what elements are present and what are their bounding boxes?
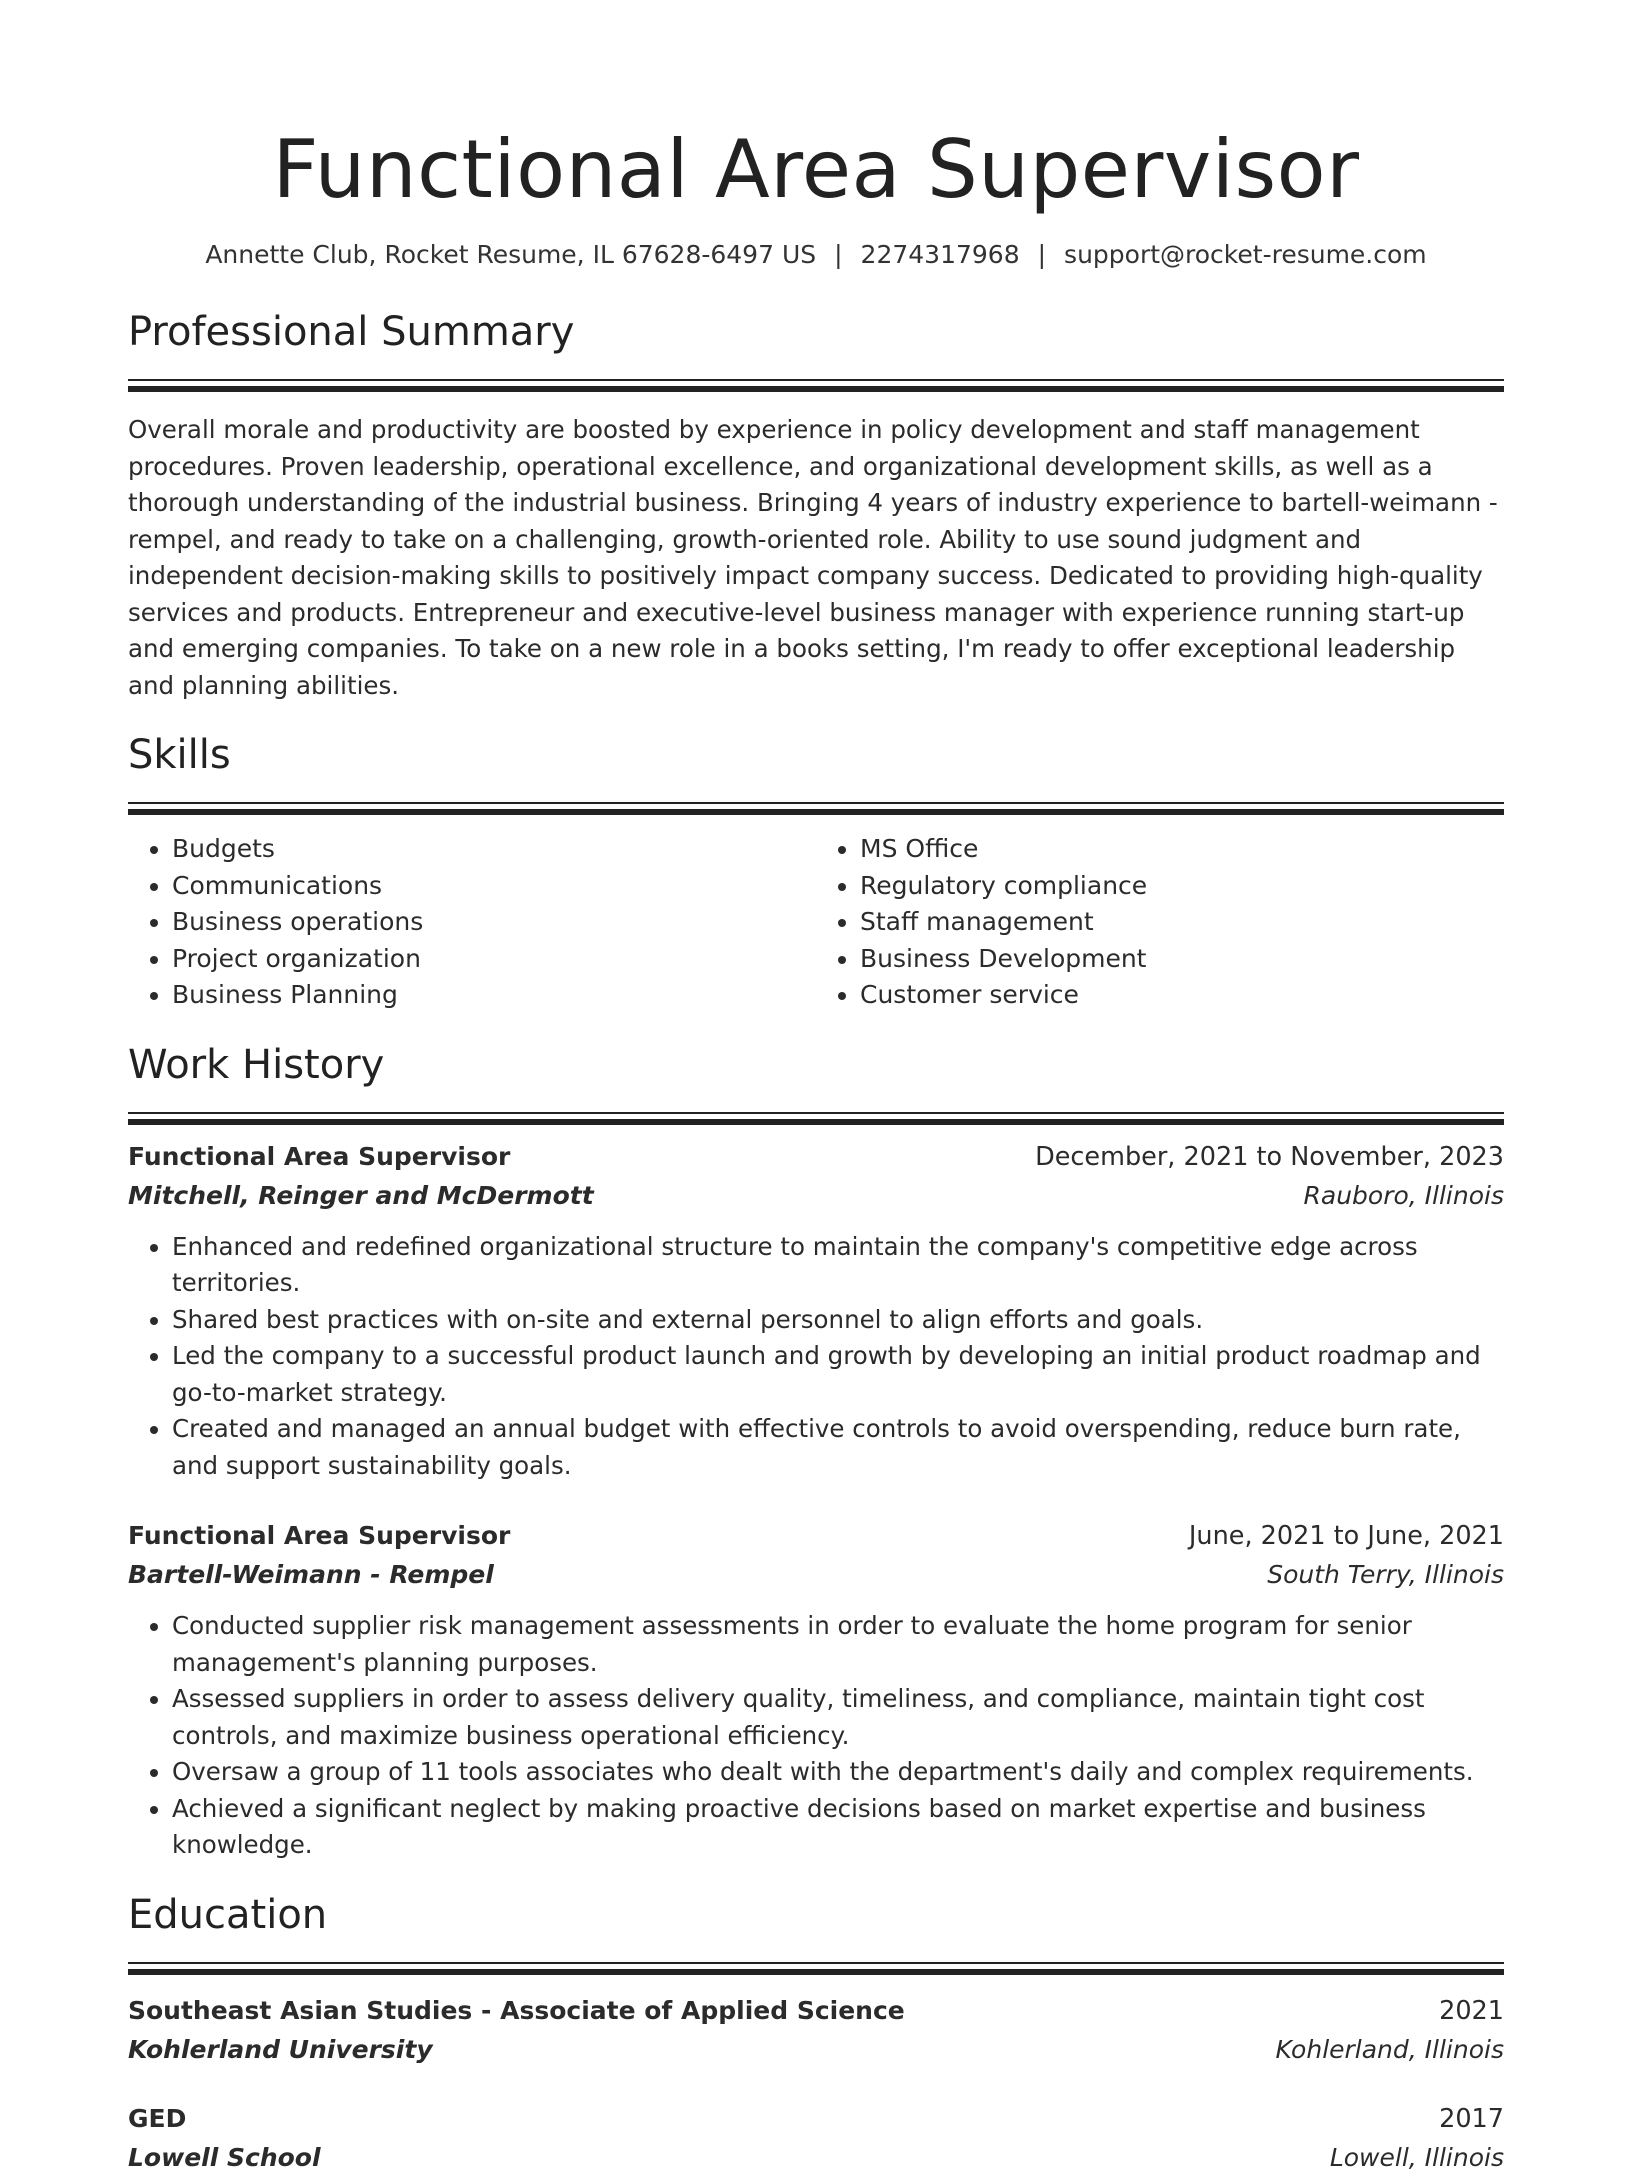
job-location: South Terry, Illinois [1267,1560,1504,1589]
job-dates: December, 2021 to November, 2023 [1035,1141,1504,1172]
skill-item: • Regulatory compliance [860,868,1504,905]
section-divider [128,1112,1504,1125]
job-bullet: • Assessed suppliers in order to assess delivery quality, timeliness, and compliance, maintain tight cost controls, and maximize business operational efficiency. [172,1681,1504,1754]
education-entry [128,1991,1504,2069]
job-bullet: • Led the company to a successful product launch and growth by developing an initial product roadmap and go-to-market strategy. [172,1338,1504,1411]
education-heading: Education [128,1891,328,1938]
job-entry [128,1137,1504,1485]
job-bullet: • Shared best practices with on-site and external personnel to align efforts and goals. [172,1302,1504,1339]
section-divider [128,802,1504,815]
job-company: Mitchell, Reinger and McDermott [128,1180,594,1210]
education-location: Kohlerland, Illinois [1275,2034,1504,2064]
section-divider [128,1962,1504,1975]
job-header [128,1137,1504,1177]
education-degree: GED [128,2103,187,2133]
education-year: 2021 [1439,1995,1504,2026]
job-bullet: • Created and managed an annual budget with effective controls to avoid overspending, reduce burn rate, and support sustainability goals. [172,1411,1504,1484]
education-degree: Southeast Asian Studies - Associate of Applied Science [128,1995,905,2025]
summary-heading: Professional Summary [128,309,575,355]
job-dates: June, 2021 to June, 2021 [1188,1521,1504,1551]
contact-email: support@rocket-resume.com [1064,240,1427,269]
skills-column-left [128,831,816,1014]
job-bullet: • Achieved a significant neglect by making proactive decisions based on market expertise and business knowledge. [172,1791,1504,1864]
education-section [128,1890,1504,2177]
section-divider [128,379,1504,392]
contact-phone: 2274317968 [860,240,1020,269]
job-bullets [128,1229,1504,1485]
work-history-section [128,1040,1504,1864]
skill-item: • MS Office [860,831,1504,868]
skill-item: • Business Development [860,941,1504,978]
skill-item: • Budgets [172,831,816,868]
skill-item: • Communications [172,868,816,905]
skill-item: • Project organization [172,941,816,978]
job-bullet: • Oversaw a group of 11 tools associates who dealt with the department's daily and complex requirements. [172,1754,1504,1791]
summary-section [128,307,1504,704]
contact-address: Annette Club, Rocket Resume, IL 67628-6497 US [205,240,817,269]
skill-item: • Customer service [860,977,1504,1014]
work-history-heading: Work History [128,1041,385,1088]
education-year: 2017 [1439,2103,1504,2134]
job-bullets [128,1608,1504,1864]
job-subheader [128,1556,1504,1594]
skill-item: • Staff management [860,904,1504,941]
job-subheader [128,1177,1504,1215]
education-location: Lowell, Illinois [1329,2142,1504,2172]
job-entry [128,1516,1504,1864]
contact-separator: | [1037,240,1047,269]
job-company: Bartell-Weimann - Rempel [128,1560,494,1589]
education-school: Lowell School [128,2142,321,2172]
job-location: Rauboro, Illinois [1303,1180,1504,1210]
contact-line [128,240,1504,269]
job-bullet: • Enhanced and redefined organizational structure to maintain the company's competitive edge across territories. [172,1229,1504,1302]
job-title: Functional Area Supervisor [128,1141,511,1171]
job-bullet: • Conducted supplier risk management assessments in order to evaluate the home program for senior management's planning purposes. [172,1608,1504,1681]
education-header [128,2099,1504,2139]
skills-list [128,831,1504,1014]
job-header [128,1516,1504,1556]
contact-separator: | [834,240,843,269]
education-header [128,1991,1504,2031]
skills-section [128,730,1504,1014]
skills-column-right [816,831,1504,1014]
education-entry [128,2099,1504,2177]
job-title: Functional Area Supervisor [128,1521,511,1550]
skill-item: • Business operations [172,904,816,941]
education-school: Kohlerland University [128,2034,433,2064]
education-subheader [128,2139,1504,2177]
education-subheader [128,2031,1504,2069]
skills-heading: Skills [128,732,231,778]
resume-name: Functional Area Supervisor [272,123,1360,216]
skill-item: • Business Planning [172,977,816,1014]
summary-text: Overall morale and productivity are boosted by experience in policy development and staff management procedures. Proven leadership, operational excellence, and organizational development skills, as well as a thorough understanding of the industrial business. Bringing 4 years of industry experience to bartell-weimann - rempel, and ready to take on a challenging, growth-oriented role. Ability to use sound judgment and independent decision-making skills to positively impact company success. Dedicated to providing high-quality services and products. Entrepreneur and executive-level business manager with experience running start-up and emerging companies. To take on a new role in a books setting, I'm ready to offer exceptional leadership and planning abilities. [128,415,1498,700]
